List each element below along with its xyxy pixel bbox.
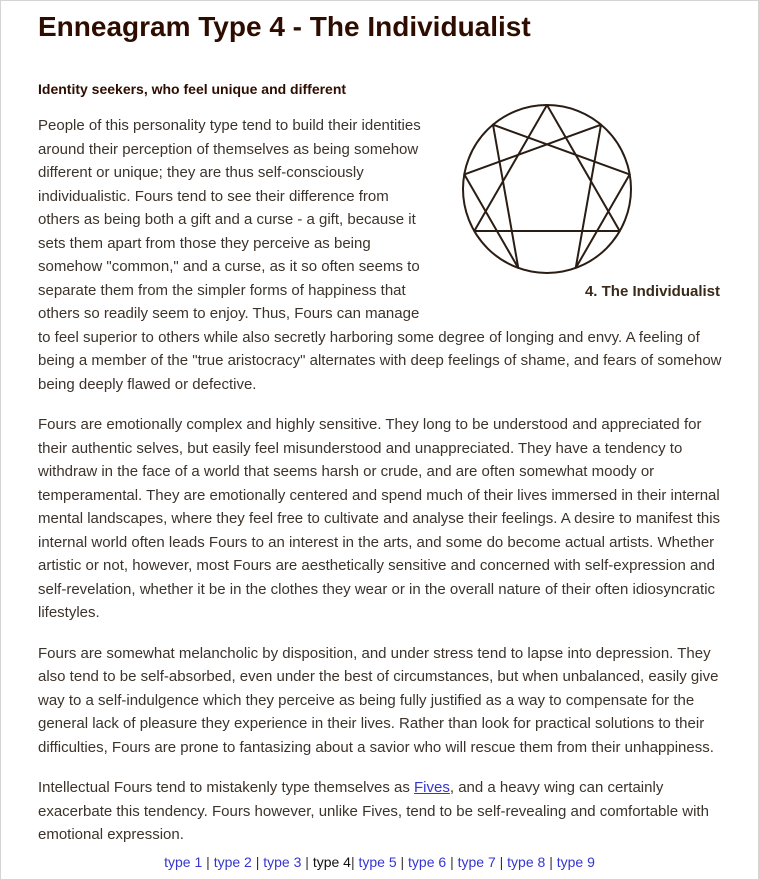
nav-link-type-3[interactable]: type 3 [263,854,302,870]
nav-link-type-6[interactable]: type 6 [408,854,447,870]
paragraph-intellectual [38,776,732,847]
paragraph-emotional: Fours are emotionally complex and highly sensitive. They long to be understood and appreciated for their authentic selves, but easily feel misunderstood and unappreciated. They have a tendency to withdraw in the face of a world that seems harsh or crude, and are often somewhat moody or temperamental. They are emotionally centered and spend much of their lives immersed in their internal mental landscapes, where they feel free to cultivate and analyse their feelings. A desire to manifest this internal world often leads Fours to an interest in the arts, and some do become actual artists. Whether artistic or not, however, most Fours are aesthetically sensitive and concerned with self-expression and self-revelation, whether it be in the clothes they wear or in the overall nature of their often idiosyncratic lifestyles. [38,416,721,621]
paragraph-intellectual-after: , and a heavy wing can certainly exacerbate this tendency. Fours however, unlike Fives, tend to be self-revealing and comfortable with emotional expression. [38,779,709,843]
type-navigation [1,854,758,870]
nav-link-type-2[interactable]: type 2 [213,854,252,870]
page-subtitle: Identity seekers, who feel unique and different [38,81,347,97]
nav-link-type-8[interactable]: type 8 [507,854,546,870]
paragraph-melancholic: Fours are somewhat melancholic by disposition, and under stress tend to lapse into depression. They also tend to be self-absorbed, even under the best of circumstances, but when unbalanced, easily give way to a self-indulgence which they perceive as being fully justified as a way to compensate for the general lack of pleasure they experience in their lives. Rather than look for practical solutions to their difficulties, Fours are prone to fantasizing about a savior who will rescue them from their unhappiness. [38,644,719,756]
nav-separator: | [251,854,264,870]
paragraph-identity: People of this personality type tend to build their identities around their perception of themselves as being somehow different or unique; they are thus self-consciously individualistic. Fours tend to see their difference from others as being both a gift and a curse - a gift, because it sets them apart from those they perceive as being somehow "common," and a curse, as it so often seems to separate them from the simpler forms of happiness that others so readily seem to enjoy. Thus, Fours can manage to feel superior to others while also secretly harboring some degree of longing and envy. A feeling of being a member of the "true aristocracy" alternates with deep feelings of shame, and fears of somehow being deeply flawed or defective. [38,117,722,393]
nav-separator: | [350,854,359,870]
nav-link-type-7[interactable]: type 7 [457,854,496,870]
enneagram-figure [440,101,732,300]
nav-link-type-9[interactable]: type 9 [556,854,595,870]
nav-separator: | [301,854,313,870]
main-content [1,1,758,847]
enneagram-symbol-icon [460,101,634,277]
figure-caption: 4. The Individualist [584,283,720,300]
page-title: Enneagram Type 4 - The Individualist [38,11,531,42]
fives-link[interactable]: Fives [414,779,450,796]
nav-separator: | [396,854,409,870]
nav-separator: | [495,854,508,870]
nav-link-type-1[interactable]: type 1 [164,854,203,870]
nav-separator: | [202,854,214,870]
nav-current-type-4: type 4 [312,854,351,870]
paragraph-intellectual-before: Intellectual Fours tend to mistakenly type themselves as [38,779,415,796]
nav-separator: | [545,854,557,870]
nav-separator: | [446,854,458,870]
nav-link-type-5[interactable]: type 5 [358,854,397,870]
